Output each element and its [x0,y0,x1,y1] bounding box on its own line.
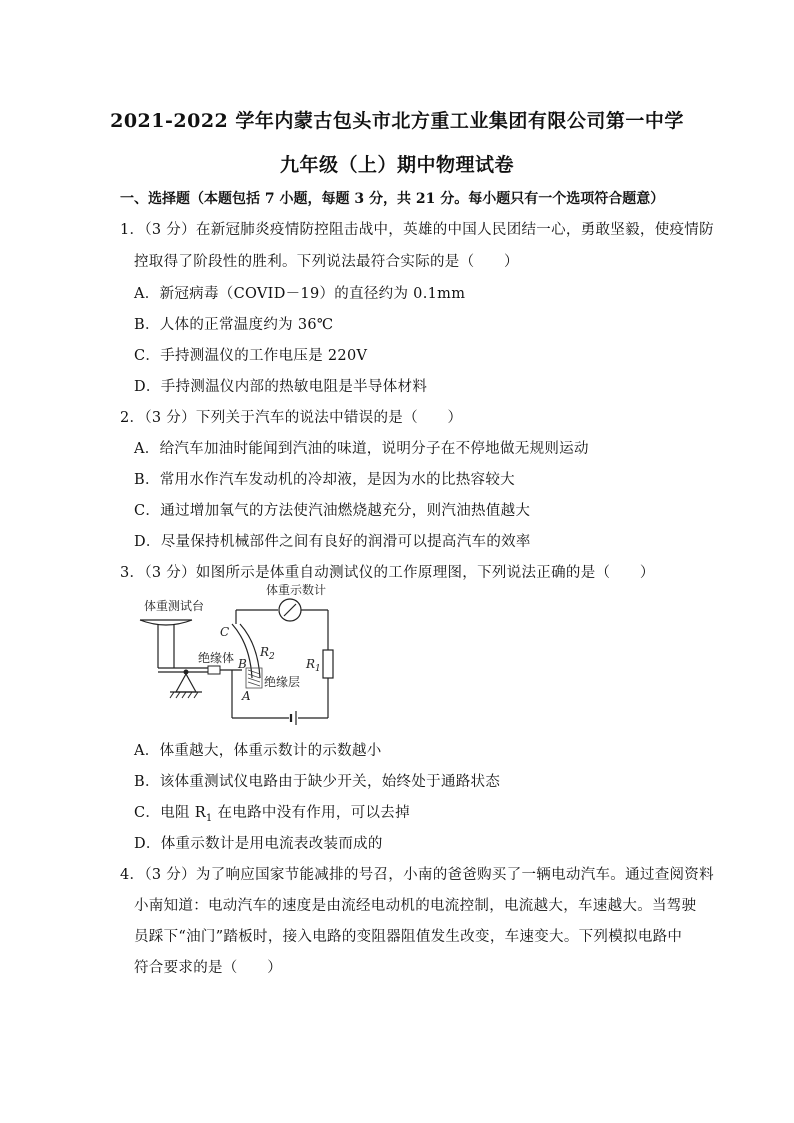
question-1-option-a: A．新冠病毒（COVID－19）的直径约为 0.1mm [134,286,466,302]
exam-title-line1: 2021-2022 学年内蒙古包头市北方重工业集团有限公司第一中学 [110,110,684,132]
exam-title-line2: 九年级（上）期中物理试卷 [279,154,514,176]
question-3-option-c-suffix: 在电路中没有作用，可以去掉 [212,805,410,821]
question-4-line3: 员踩下“油门”踏板时，接入电路的变阻器阻值发生改变，车速变大。下列模拟电路中 [134,929,683,945]
question-3-option-a: A．体重越大，体重示数计的示数越小 [134,743,382,759]
point-b-label: B [238,657,247,671]
r2-label: $R_2$ [260,645,275,662]
question-3-option-c-subscript: 1 [205,812,213,824]
section-heading: 一、选择题（本题包括 7 小题，每题 3 分，共 21 分。每小题只有一个选项符合题意） [120,191,665,207]
question-3-line1: 3．（3 分）如图所示是体重自动测试仪的工作原理图，下列说法正确的是（ ） [120,565,655,581]
question-1-option-b: B．人体的正常温度约为 36℃ [134,317,334,333]
point-c-label: C [220,625,230,639]
question-4-line1: 4．（3 分）为了响应国家节能减排的号召，小南的爸爸购买了一辆电动汽车。通过查阅资料 [120,867,714,883]
question-2-option-c: C．通过增加氧气的方法使汽油燃烧越充分，则汽油热值越大 [134,503,531,519]
question-3-option-c-prefix: C．电阻 R [134,805,206,821]
platform-label: 体重测试台 [144,599,205,613]
question-1-line2: 控取得了阶段性的胜利。下列说法最符合实际的是（ ） [134,254,519,270]
question-1-option-d: D．手持测温仪内部的热敏电阻是半导体材料 [134,379,428,395]
insulating-layer-label: 绝缘层 [264,675,301,689]
question-1-option-c: C．手持测温仪的工作电压是 220V [134,348,368,364]
r1-resistor [323,650,333,678]
question-3-option-b: B．该体重测试仪电路由于缺少开关，始终处于通路状态 [134,774,501,790]
weight-tester-circuit-diagram [128,584,348,730]
question-4-line2: 小南知道：电动汽车的速度是由流经电动机的电流控制，电流越大，车速越大。当驾驶 [134,898,697,914]
question-3-option-d: D．体重示数计是用电流表改装而成的 [134,836,383,852]
question-1-line1: 1．（3 分）在新冠肺炎疫情防控阻击战中，英雄的中国人民团结一心，勇敢坚毅，使疫情防 [120,222,714,238]
question-2-option-a: A．给汽车加油时能闻到汽油的味道，说明分子在不停地做无规则运动 [134,441,589,457]
r1-label: $R_1$ [306,657,321,674]
insulator-label: 绝缘体 [198,651,235,665]
question-4-line4: 符合要求的是（ ） [134,960,282,976]
question-2-option-d: D．尽量保持机械部件之间有良好的润滑可以提高汽车的效率 [134,534,531,550]
meter-label: 体重示数计 [266,584,327,597]
question-2-option-b: B．常用水作汽车发动机的冷却液，是因为水的比热容较大 [134,472,515,488]
question-3-option-c [134,801,410,824]
point-a-label: A [242,689,251,703]
question-2-line1: 2．（3 分）下列关于汽车的说法中错误的是（ ） [120,410,463,426]
